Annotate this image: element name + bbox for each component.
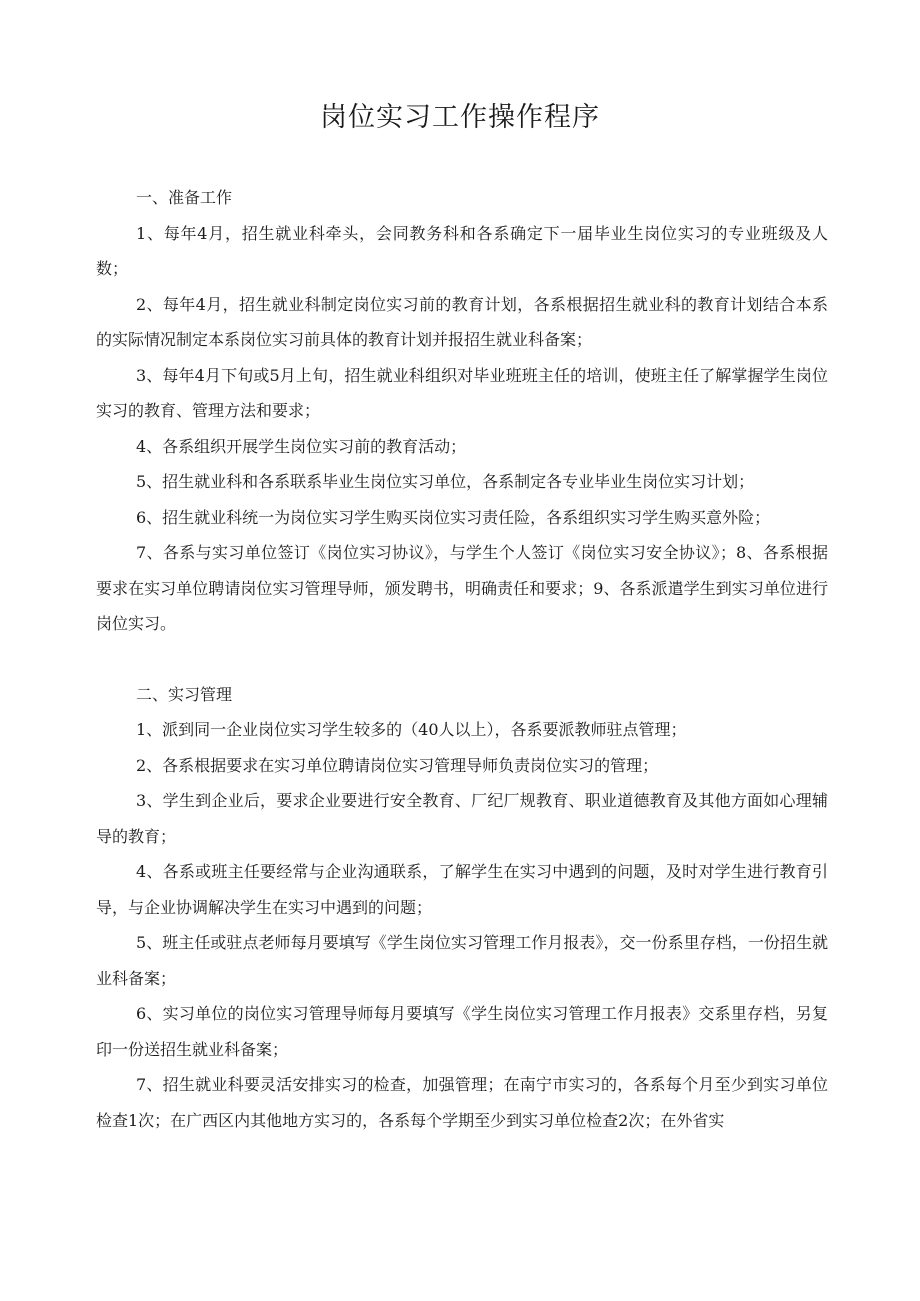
paragraph: 7、各系与实习单位签订《岗位实习协议》，与学生个人签订《岗位实习安全协议》；8、各系根据要求在实习单位聘请岗位实习管理导师，颁发聘书，明确责任和要求；9、各系派遣学生到实习单位进行岗位实习。 (96, 543, 828, 633)
paragraph: 7、招生就业科要灵活安排实习的检查，加强管理；在南宁市实习的，各系每个月至少到实习单位检查1次；在广西区内其他地方实习的，各系每个学期至少到实习单位检查2次；在外省实 (96, 1075, 828, 1130)
paragraph: 2、每年4月，招生就业科制定岗位实习前的教育计划，各系根据招生就业科的教育计划结合本系的实际情况制定本系岗位实习前具体的教育计划并报招生就业科备案； (96, 294, 828, 349)
paragraph: 6、招生就业科统一为岗位实习学生购买岗位实习责任险，各系组织实习学生购买意外险； (136, 507, 771, 527)
paragraph: 1、每年4月，招生就业科牵头，会同教务科和各系确定下一届毕业生岗位实习的专业班级及人数； (96, 223, 828, 278)
paragraph: 1、派到同一企业岗位实习学生较多的（40人以上），各系要派教师驻点管理； (136, 720, 687, 739)
paragraph: 4、各系组织开展学生岗位实习前的教育活动； (136, 436, 467, 456)
paragraph: 3、学生到企业后，要求企业要进行安全教育、厂纪厂规教育、职业道德教育及其他方面如心理辅导的教育； (96, 791, 828, 846)
section-heading-management: 二、实习管理 (136, 684, 233, 704)
paragraph: 2、各系根据要求在实习单位聘请岗位实习管理导师负责岗位实习的管理； (136, 755, 659, 775)
section-spacer (96, 642, 828, 677)
paragraph: 6、实习单位的岗位实习管理导师每月要填写《学生岗位实习管理工作月报表》交系里存档，另复印一份送招生就业科备案； (96, 1004, 828, 1059)
paragraph: 5、班主任或驻点老师每月要填写《学生岗位实习管理工作月报表》，交一份系里存档，一份招生就业科备案； (96, 933, 828, 988)
paragraph: 4、各系或班主任要经常与企业沟通联系，了解学生在实习中遇到的问题，及时对学生进行教育引导，与企业协调解决学生在实习中遇到的问题； (96, 862, 828, 917)
paragraph: 5、招生就业科和各系联系毕业生岗位实习单位，各系制定各专业毕业生岗位实习计划； (136, 472, 755, 491)
paragraph: 3、每年4月下旬或5月上旬，招生就业科组织对毕业班班主任的培训，使班主任了解掌握学生岗位实习的教育、管理方法和要求； (96, 365, 828, 420)
document-title: 岗位实习工作操作程序 (320, 102, 600, 133)
document-body (96, 180, 828, 1138)
section-heading-preparation: 一、准备工作 (136, 188, 233, 207)
